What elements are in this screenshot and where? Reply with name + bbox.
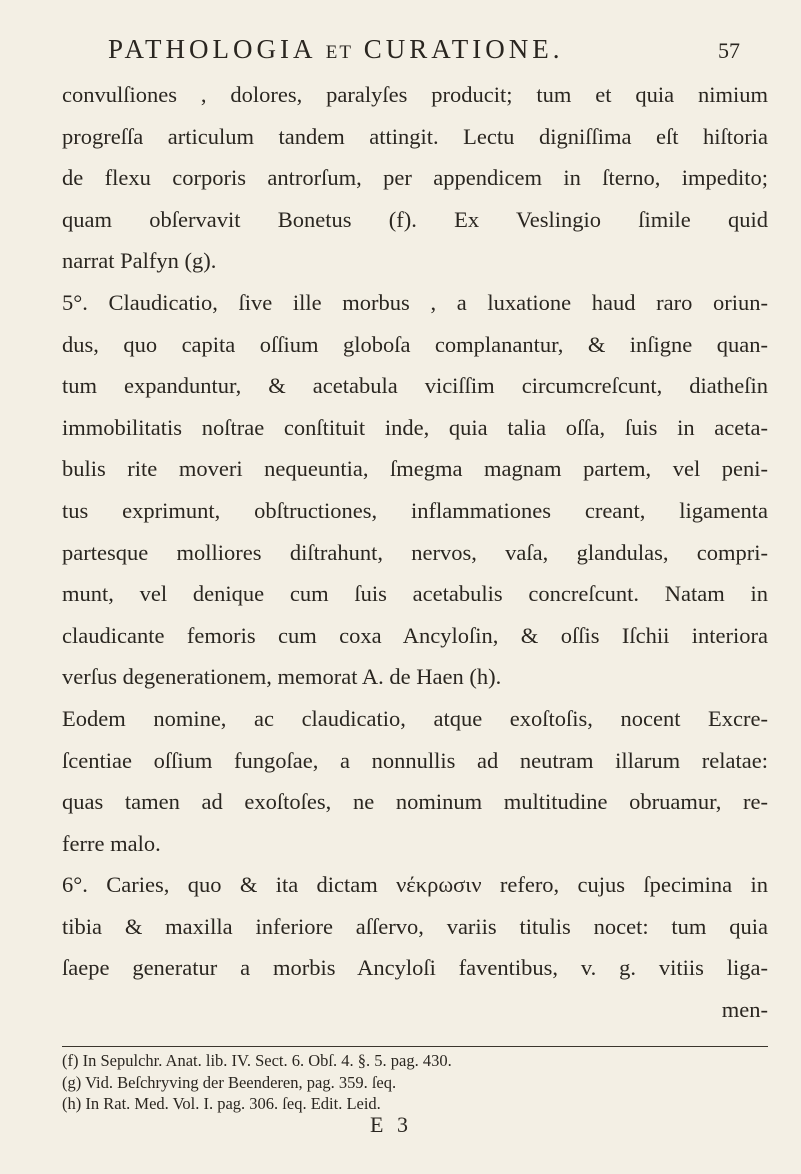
running-head-left: PATHOLOGIA <box>108 34 316 64</box>
text-line: ferre malo. <box>62 830 161 856</box>
text-line: tus exprimunt, obſtructiones, inflammationes creant, ligamenta <box>62 497 768 523</box>
text-line: narrat Palfyn (g). <box>62 248 217 274</box>
text-line: tum expanduntur, & acetabula viciſſim circumcreſcunt, diatheſin <box>62 373 768 399</box>
text-line: convulſiones , dolores, paralyſes producit; tum et quia nimium <box>62 82 768 107</box>
catchword: men- <box>721 997 768 1023</box>
running-head-et: ET <box>325 42 353 63</box>
running-head <box>108 34 668 65</box>
footnote-f: (f) In Sepulchr. Anat. lib. IV. Sect. 6. Obſ. 4. §. 5. pag. 430. <box>62 1051 452 1070</box>
text-line: Eodem nomine, ac claudicatio, atque exoſtoſis, nocent Excre- <box>62 705 768 731</box>
text-line: claudicante femoris cum coxa Ancyloſin, & oſſis Iſchii interiora <box>62 622 768 648</box>
signature-mark: E 3 <box>370 1112 412 1137</box>
footnote-divider <box>62 1046 768 1047</box>
footnotes <box>62 1050 768 1115</box>
footnote-g: (g) Vid. Beſchryving der Beenderen, pag. 359. ſeq. <box>62 1072 397 1092</box>
text-line: munt, vel denique cum ſuis acetabulis concreſcunt. Natam in <box>62 581 768 607</box>
text-line: 6°. Caries, quo & ita dictam νέκρωσιν refero, cujus ſpecimina in <box>62 872 768 898</box>
text-line: bulis rite moveri nequeuntia, ſmegma magnam partem, vel peni- <box>62 456 768 482</box>
text-line: 5°. Claudicatio, ſive ille morbus , a luxatione haud raro oriun- <box>62 289 768 315</box>
page-number: 57 <box>718 38 740 63</box>
text-line: immobilitatis noſtrae conſtituit inde, quia talia oſſa, ſuis in aceta- <box>62 414 768 440</box>
text-line: quam obſervavit Bonetus (f). Ex Veslingio ſimile quid <box>62 206 768 232</box>
text-line: de flexu corporis antrorſum, per appendicem in ſterno, impedito; <box>62 165 768 191</box>
text-line: tibia & maxilla inferiore aſſervo, variis titulis nocet: tum quia <box>62 913 768 939</box>
text-line: progreſſa articulum tandem attingit. Lectu digniſſima eſt hiſtoria <box>62 123 768 149</box>
main-text <box>62 74 768 1031</box>
text-line: ſaepe generatur a morbis Ancyloſi faventibus, v. g. vitiis liga- <box>62 955 768 981</box>
text-line: dus, quo capita oſſium globoſa complanantur, & inſigne quan- <box>62 331 768 357</box>
running-head-right: CURATIONE. <box>363 34 564 64</box>
text-line: quas tamen ad exoſtoſes, ne nominum multitudine obruamur, re- <box>62 789 768 815</box>
text-line: ſcentiae oſſium fungoſae, a nonnullis ad neutram illarum relatae: <box>62 747 768 773</box>
text-line: partesque molliores diſtrahunt, nervos, vaſa, glandulas, compri- <box>62 539 768 565</box>
text-line: verſus degenerationem, memorat A. de Haen (h). <box>62 664 502 690</box>
footnote-h: (h) In Rat. Med. Vol. I. pag. 306. ſeq. Edit. Leid. <box>62 1094 381 1113</box>
